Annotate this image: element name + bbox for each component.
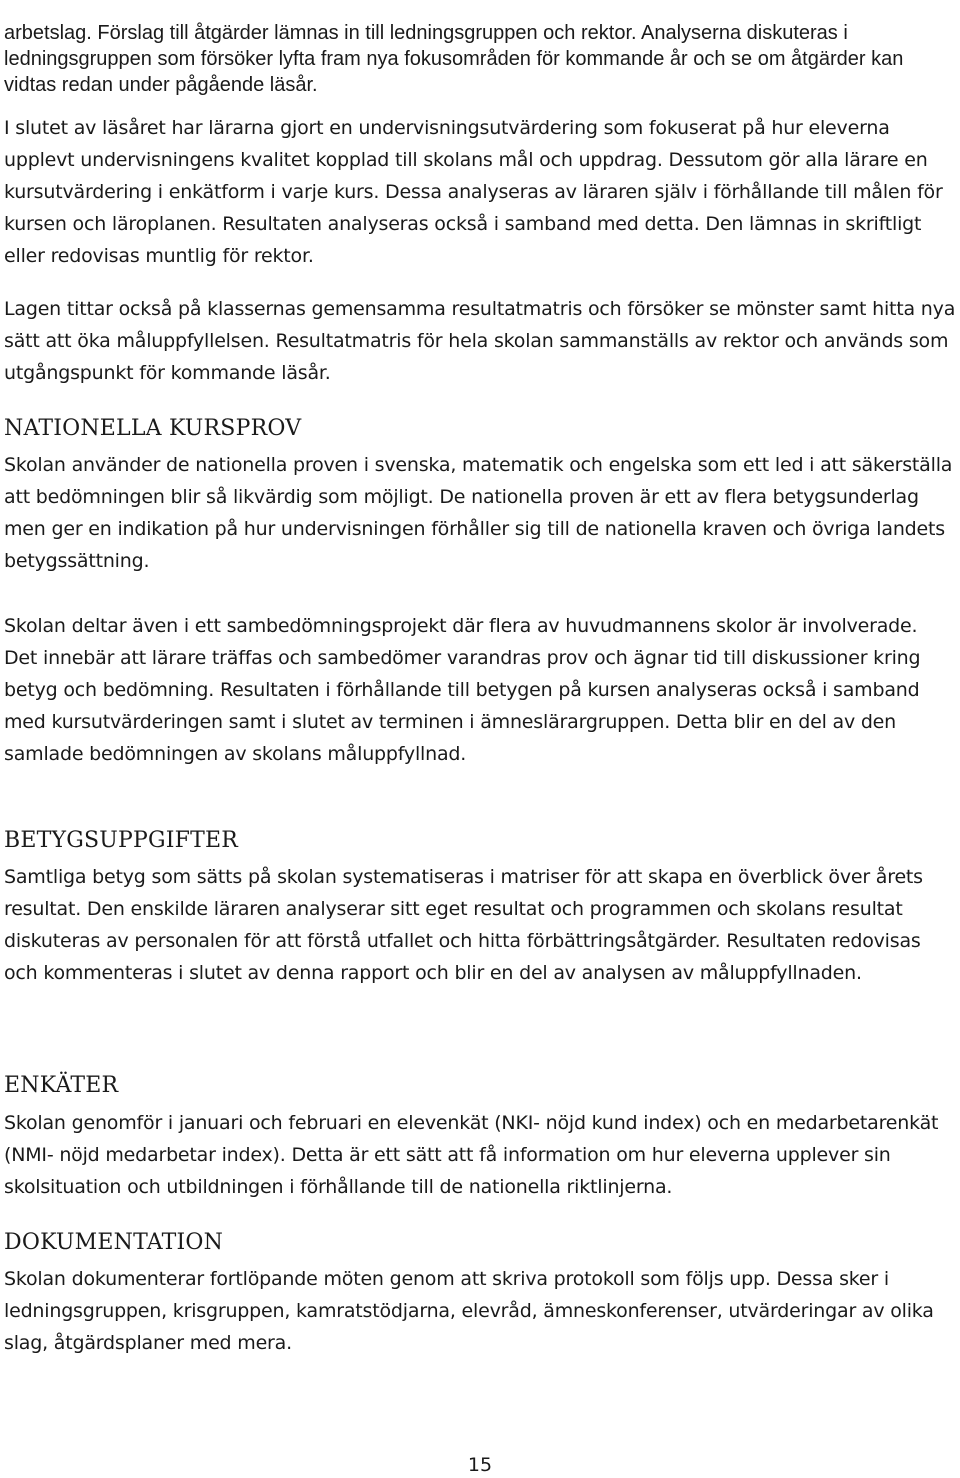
heading-dokumentation: DOKUMENTATION: [4, 1230, 224, 1255]
betyg-paragraph: Samtliga betyg som sätts på skolan systematiseras i matriser för att skapa en överblick över årets resultat. Den enskilde läraren analyserar sitt eget resultat och programmen och skolans resultat diskuteras av personalen för att förstå utfallet och hitta förbättringsåtgärder. Resultaten redovisas och kommenteras i slutet av denna rapport och blir en del av analysen av måluppfyllnaden.: [4, 866, 923, 984]
heading-nationella-kursprov: NATIONELLA KURSPROV: [4, 416, 302, 441]
intro-paragraph: arbetslag. Förslag till åtgärder lämnas in till ledningsgruppen och rektor. Analyserna diskuteras i ledningsgruppen som försöker lyfta fram nya fokusområden för kommande år och se om åtgärder kan vidtas redan under pågående läsår.: [4, 22, 904, 96]
dokumentation-paragraph: Skolan dokumenterar fortlöpande möten genom att skriva protokoll som följs upp. Dessa sker i ledningsgruppen, krisgruppen, kamratstödjarna, elevråd, ämneskonferenser, utvärderingar av olika slag, åtgärdsplaner med mera.: [4, 1268, 934, 1354]
heading-enkater: ENKÄTER: [4, 1073, 119, 1098]
enkater-paragraph: Skolan genomför i januari och februari en elevenkät (NKI- nöjd kund index) och en medarbetarenkät (NMI- nöjd medarbetar index). Detta är ett sätt att få information om hur eleverna upplever sin skolsituation och utbildningen i förhållande till de nationella riktlinjerna.: [4, 1112, 939, 1198]
result-matrix-paragraph: Lagen tittar också på klassernas gemensamma resultatmatris och försöker se mönster samt hitta nya sätt att öka måluppfyllelsen. Resultatmatris för hela skolan sammanställs av rektor och används som utgångspunkt för kommande läsår.: [4, 298, 956, 384]
heading-betygsuppgifter: BETYGSUPPGIFTER: [4, 828, 239, 853]
nationella-paragraph-1: Skolan använder de nationella proven i svenska, matematik och engelska som ett led i att säkerställa att bedömningen blir så likvärdig som möjligt. De nationella proven är ett av flera betygsunderlag men ger en indikation på hur undervisningen förhåller sig till de nationella kraven och övriga landets betygssättning.: [4, 454, 953, 572]
nationella-paragraph-2: Skolan deltar även i ett sambedömningsprojekt där flera av huvudmannens skolor är involverade. Det innebär att lärare träffas och sambedömer varandras prov och ägnar tid till diskussioner kring betyg och bedömning. Resultaten i förhållande till betygen på kursen analyseras också i samband med kursutvärderingen samt i slutet av terminen i ämneslärargruppen. Detta blir en del av den samlade bedömningen av skolans måluppfyllnad.: [4, 615, 921, 765]
evaluation-paragraph: I slutet av läsåret har lärarna gjort en undervisningsutvärdering som fokuserat på hur eleverna upplevt undervisningens kvalitet kopplad till skolans mål och uppdrag. Dessutom gör alla lärare en kursutvärdering i enkätform i varje kurs. Dessa analyseras av läraren själv i förhållande till målen för kursen och läroplanen. Resultaten analyseras också i samband med detta. Den lämnas in skriftligt eller redovisas muntlig för rektor.: [4, 117, 943, 267]
page-number: 15: [467, 1454, 493, 1476]
